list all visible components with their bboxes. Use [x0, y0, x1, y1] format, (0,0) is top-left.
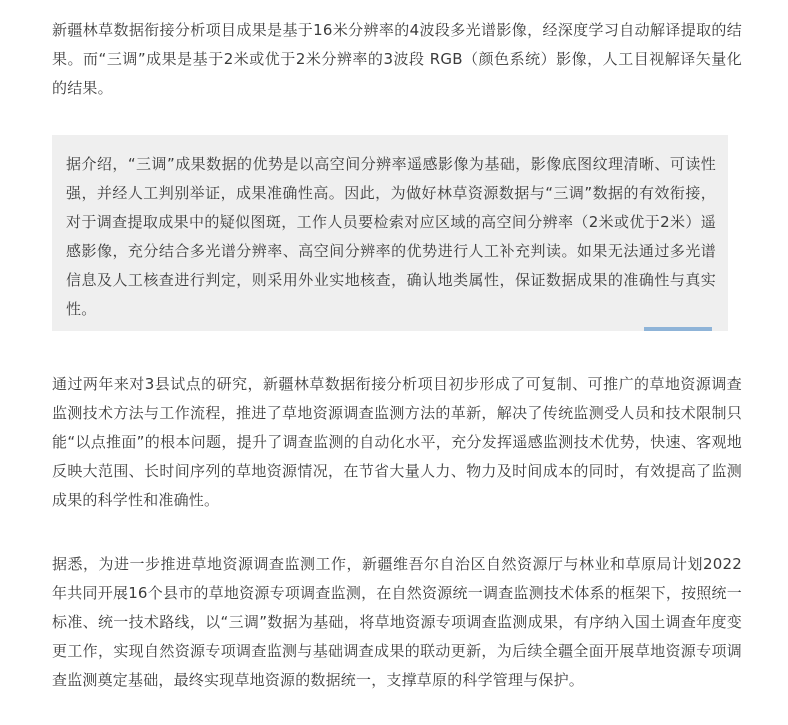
paragraph-4: 据悉，为进一步推进草地资源调查监测工作，新疆维吾尔自治区自然资源厅与林业和草原局计划2022年共同开展16个县市的草地资源专项调查监测，在自然资源统一调查监测技术体系的框架下，按照统一标准、统一技术路线，以“三调”数据为基础，将草地资源专项调查监测成果，有序纳入国土调查年度变更工作，实现自然资源专项调查监测与基础调查成果的联动更新，为后续全疆全面开展草地资源专项调查监测奠定基础，最终实现草地资源的数据统一，支撑草原的科学管理与保护。 — [52, 555, 742, 689]
paragraph-1: 新疆林草数据衔接分析项目成果是基于16米分辨率的4波段多光谱影像，经深度学习自动解译提取的结果。而“三调”成果是基于2米或优于2米分辨率的3波段 RGB（颜色系统）影像，人工目视解译矢量化的结果。 — [52, 21, 742, 97]
paragraph-3: 通过两年来对3县试点的研究，新疆林草数据衔接分析项目初步形成了可复制、可推广的草地资源调查监测技术方法与工作流程，推进了草地资源调查监测方法的革新，解决了传统监测受人员和技术限制只能“以点推面”的根本问题，提升了调查监测的自动化水平，充分发挥遥感监测技术优势，快速、客观地反映大范围、长时间序列的草地资源情况，在节省大量人力、物力及时间成本的同时，有效提高了监测成果的科学性和准确性。 — [52, 375, 742, 509]
quote-accent-bar — [644, 327, 712, 331]
quote-text: 据介绍，“三调”成果数据的优势是以高空间分辨率遥感影像为基础，影像底图纹理清晰、可读性强，并经人工判别举证，成果准确性高。因此，为做好林草资源数据与“三调”数据的有效衔接，对于调查提取成果中的疑似图斑，工作人员要检索对应区域的高空间分辨率（2米或优于2米）遥感影像，充分结合多光谱分辨率、高空间分辨率的优势进行人工补充判读。如果无法通过多光谱信息及人工核查进行判定，则采用外业实地核查，确认地类属性，保证数据成果的准确性与真实性。 — [66, 155, 716, 318]
quote-block — [52, 135, 728, 331]
